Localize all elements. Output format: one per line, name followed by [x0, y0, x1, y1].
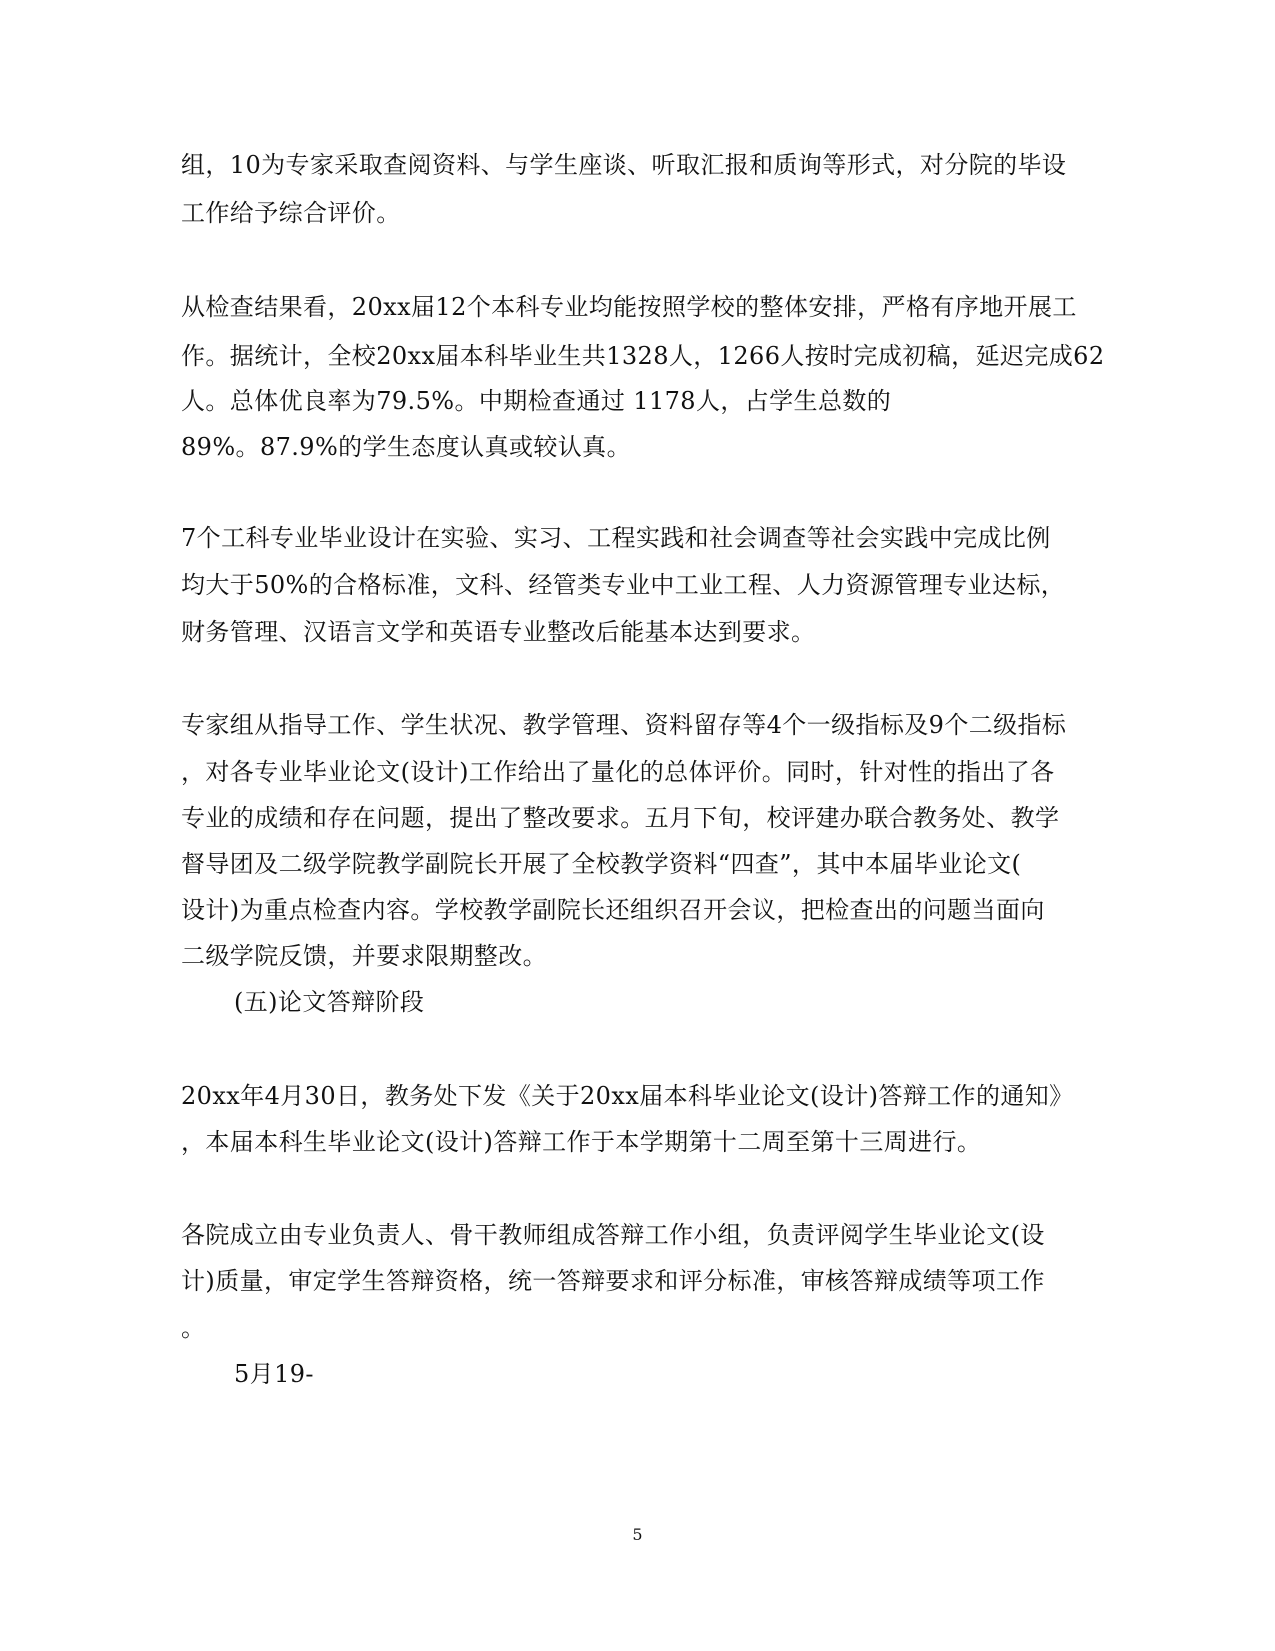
- paragraph-7-line-1: 5月19-: [234, 1360, 314, 1388]
- paragraph-2-line-1: 从检查结果看，20xx届12个本科专业均能按照学校的整体安排，严格有序地开展工: [181, 293, 1077, 321]
- paragraph-6-line-1: 各院成立由专业负责人、骨干教师组成答辩工作小组，负责评阅学生毕业论文(设: [181, 1221, 1045, 1249]
- paragraph-2-line-2: 作。据统计，全校20xx届本科毕业生共1328人，1266人按时完成初稿，延迟完成62: [181, 342, 1105, 370]
- paragraph-1-line-1: 组，10为专家采取查阅资料、与学生座谈、听取汇报和质询等形式，对分院的毕设: [181, 151, 1067, 179]
- paragraph-4-line-5: 设计)为重点检查内容。学校教学副院长还组织召开会议，把检查出的问题当面向: [181, 896, 1045, 924]
- paragraph-6-line-2: 计)质量，审定学生答辩资格，统一答辩要求和评分标准，审核答辩成绩等项工作: [181, 1267, 1045, 1295]
- paragraph-5-line-2: ，本届本科生毕业论文(设计)答辩工作于本学期第十二周至第十三周进行。: [181, 1128, 982, 1156]
- paragraph-4-line-3: 专业的成绩和存在问题，提出了整改要求。五月下旬，校评建办联合教务处、教学: [181, 804, 1060, 832]
- section-heading: (五)论文答辩阶段: [234, 988, 425, 1016]
- paragraph-4-line-6: 二级学院反馈，并要求限期整改。: [181, 942, 547, 970]
- paragraph-3-line-3: 财务管理、汉语言文学和英语专业整改后能基本达到要求。: [181, 618, 816, 646]
- paragraph-2-line-3: 人。总体优良率为79.5%。中期检查通过 1178人，占学生总数的: [181, 387, 892, 415]
- paragraph-3-line-1: 7个工科专业毕业设计在实验、实习、工程实践和社会调查等社会实践中完成比例: [181, 524, 1051, 552]
- paragraph-6-line-3: 。: [181, 1314, 206, 1342]
- paragraph-5-line-1: 20xx年4月30日，教务处下发《关于20xx届本科毕业论文(设计)答辩工作的通知》: [181, 1082, 1074, 1110]
- paragraph-4-line-2: ，对各专业毕业论文(设计)工作给出了量化的总体评价。同时，针对性的指出了各: [181, 758, 1055, 786]
- paragraph-4-line-4: 督导团及二级学院教学副院长开展了全校教学资料“四查”，其中本届毕业论文(: [181, 850, 1022, 878]
- paragraph-3-line-2: 均大于50%的合格标准，文科、经管类专业中工业工程、人力资源管理专业达标，: [181, 571, 1066, 599]
- page-number: 5: [632, 1525, 643, 1544]
- paragraph-1-line-2: 工作给予综合评价。: [181, 199, 401, 227]
- paragraph-2-line-4: 89%。87.9%的学生态度认真或较认真。: [181, 433, 631, 461]
- paragraph-4-line-1: 专家组从指导工作、学生状况、教学管理、资料留存等4个一级指标及9个二级指标: [181, 711, 1067, 739]
